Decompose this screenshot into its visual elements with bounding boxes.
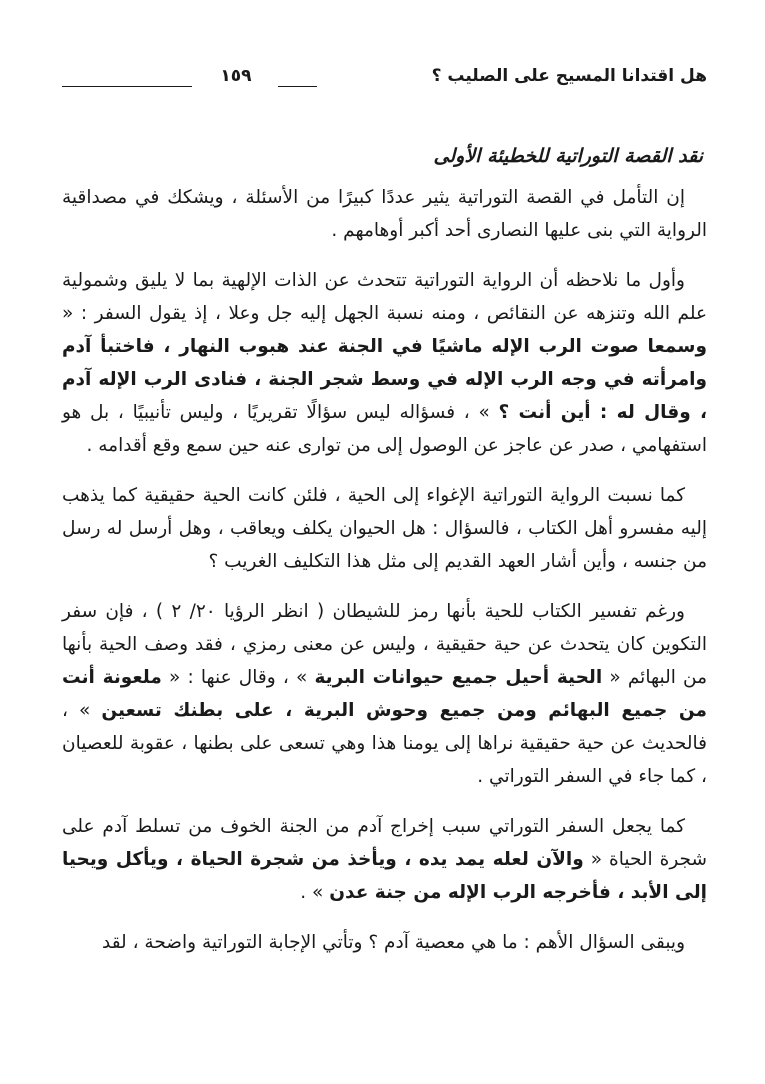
paragraph-text: » ، فسؤاله ليس سؤالًا تقريريًا ، وليس تأنيبيًا ، بل هو استفهامي ، صدر عن عاجز عن الوصول إلى من توارى عنه حين سمع وقع أقدامه . <box>62 402 707 456</box>
paragraph-text: » ، وقال عنها : « <box>161 667 315 688</box>
paragraph <box>62 181 707 247</box>
header-title: هل اقتدانا المسيح على الصليب ؟ <box>431 66 707 86</box>
paragraph <box>62 264 707 462</box>
quoted-scripture: والآن لعله يمد يده ، ويأخذ من شجرة الحياة ، ويأكل ويحيا إلى الأبد ، فأخرجه الرب الإله من جنة عدن <box>62 849 707 903</box>
paragraph-text: وأول ما نلاحظه أن الرواية التوراتية تتحدث عن الذات الإلهية بما لا يليق وشمولية علم الله وتنزهه عن النقائص ، ومنه نسبة الجهل إليه جل وعلا ، إذ يقول السفر : « <box>62 270 707 324</box>
paragraph <box>62 479 707 578</box>
page-body <box>62 140 707 976</box>
paragraph <box>62 595 707 793</box>
quoted-scripture: ملعونة أنت من جميع البهائم ومن جميع وحوش البرية ، على بطنك تسعين <box>62 667 707 721</box>
paragraph-text: كما يجعل السفر التوراتي سبب إخراج آدم من الجنة الخوف من تسلط آدم على شجرة الحياة « <box>62 816 707 870</box>
quoted-scripture: الحية أحيل جميع حيوانات البرية <box>314 667 603 688</box>
paragraph-text: إن التأمل في القصة التوراتية يثير عددًا كبيرًا من الأسئلة ، ويشكك في مصداقية الرواية التي بنى عليها النصارى أحد أكبر أوهامهم . <box>62 187 707 241</box>
header-rule <box>278 86 317 87</box>
header-rule <box>62 86 192 87</box>
section-heading: نقد القصة التوراتية للخطيئة الأولى <box>433 145 703 167</box>
page-number: ١٥٩ <box>220 66 252 86</box>
paragraph-text: ويبقى السؤال الأهم : ما هي معصية آدم ؟ وتأتي الإجابة التوراتية واضحة ، لقد <box>101 932 685 953</box>
paragraph-text: » . <box>300 882 330 903</box>
quoted-scripture: وسمعا صوت الرب الإله ماشيًا في الجنة عند هبوب النهار ، فاختبأ آدم وامرأته في وجه الرب الإله في وسط شجر الجنة ، فنادى الرب الإله آدم ، وقال له : أين أنت ؟ <box>62 336 708 423</box>
paragraph-text: كما نسبت الرواية التوراتية الإغواء إلى الحية ، فلئن كانت الحية حقيقية كما يذهب إليه مفسرو أهل الكتاب ، فالسؤال : هل الحيوان يكلف ويعاقب ، وهل أرسل له رسل من جنسه ، وأين أشار العهد القديم إلى مثل هذا التكليف الغريب ؟ <box>62 485 707 572</box>
paragraph <box>62 810 707 909</box>
paragraph-text: » ، فالحديث عن حية حقيقية نراها إلى يومنا هذا وهي تسعى على بطنها ، عقوبة للعصيان ، كما جاء في السفر التوراتي . <box>62 700 707 787</box>
running-header <box>62 64 707 94</box>
paragraph-text: ورغم تفسير الكتاب للحية بأنها رمز للشيطان ( انظر الرؤيا ٢٠/ ٢ ) ، فإن سفر التكوين كان يتحدث عن حية حقيقية ، وليس عن معنى رمزي ، فقد وصف الحية بأنها من البهائم « <box>62 601 708 688</box>
paragraph <box>62 926 707 959</box>
